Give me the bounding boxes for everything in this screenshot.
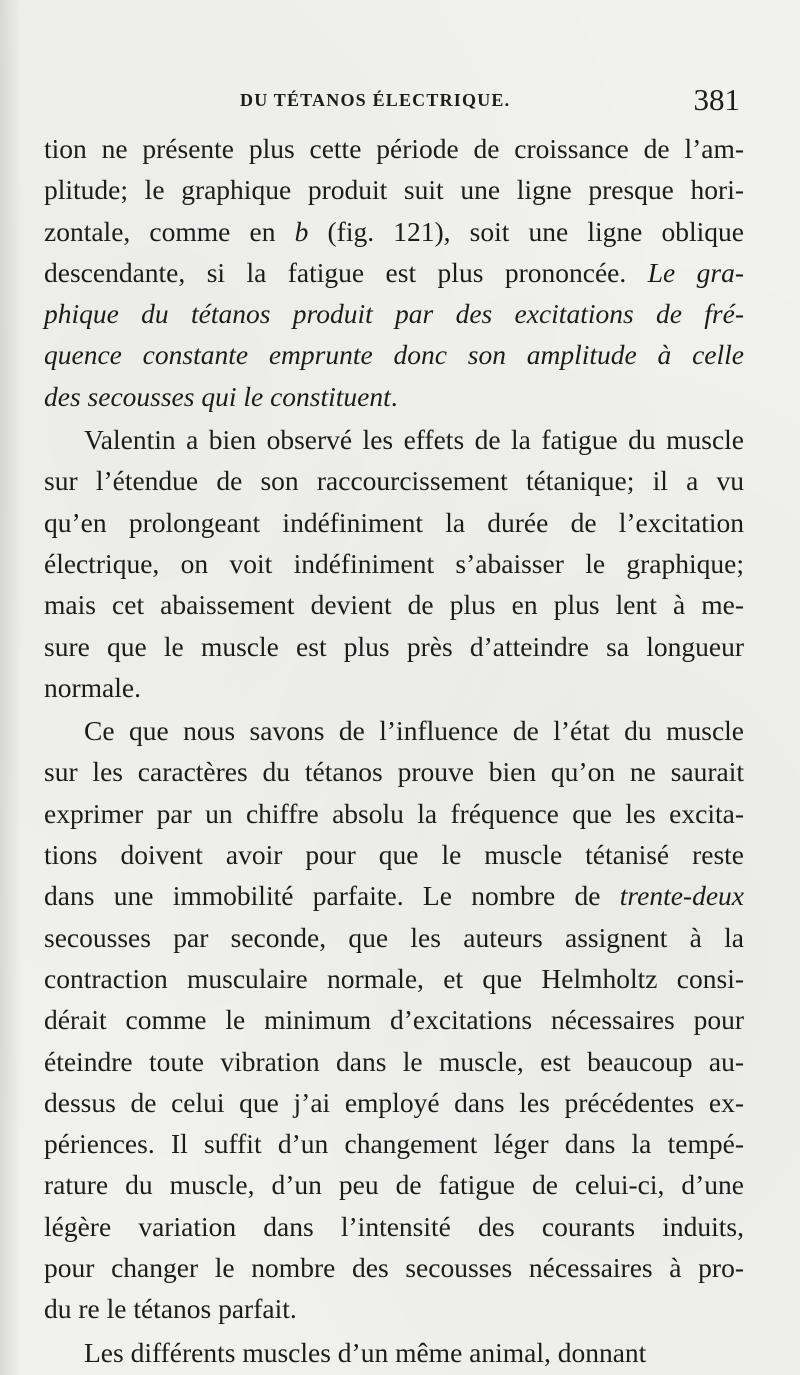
text-run: plitude; le graphique produit suit une ligne presque hori- [44, 174, 744, 206]
text-line [44, 1164, 744, 1205]
text-run: descendante, si la fatigue est plus prononcée. [44, 256, 648, 288]
text-line [44, 252, 744, 293]
text-run: dérait comme le minimum d’excitations nécessaires pour [44, 1004, 744, 1036]
text-run: Ce que nous savons de l’influence de l’état du muscle [84, 715, 744, 747]
italic-text: phique du tétanos produit par des excitations de fré- [44, 298, 744, 330]
paragraph [44, 419, 744, 708]
text-line [44, 1247, 744, 1288]
text-run: contraction musculaire normale, et que Helmholtz consi- [44, 962, 744, 994]
text-line [44, 626, 744, 667]
text-run: mais cet abaissement devient de plus en plus lent à me- [44, 589, 744, 621]
text-line [44, 958, 744, 999]
italic-text: des secousses qui le constituent [44, 380, 391, 412]
text-line [44, 169, 744, 210]
text-line [44, 1206, 744, 1247]
text-run: pour changer le nombre des secousses nécessaires à pro- [44, 1252, 744, 1284]
text-run: tions doivent avoir pour que le muscle tétanisé reste [44, 839, 744, 871]
text-line [44, 293, 744, 334]
text-line [44, 1332, 744, 1373]
text-run: secousses par seconde, que les auteurs assignent à la [44, 921, 744, 953]
page-edge-shadow [0, 0, 22, 1375]
page-header [240, 82, 740, 122]
italic-text: quence constante emprunte donc son amplitude à celle [44, 339, 744, 371]
text-run: sur les caractères du tétanos prouve bien qu’on ne saurait [44, 756, 744, 788]
running-title: DU TÉTANOS ÉLECTRIQUE. [240, 90, 511, 110]
text-run: (fig. 121), soit une ligne oblique [308, 215, 744, 247]
text-line [44, 999, 744, 1040]
text-run: normale. [44, 671, 141, 703]
text-line [44, 751, 744, 792]
text-run: Valentin a bien observé les effets de la fatigue du muscle [84, 424, 744, 456]
page-number: 381 [693, 82, 740, 117]
text-line [44, 1082, 744, 1123]
text-run: zontale, comme en [44, 215, 295, 247]
text-line [44, 334, 744, 375]
italic-text: Le gra- [647, 256, 744, 288]
text-line [44, 211, 744, 252]
text-line [44, 793, 744, 834]
italic-text: trente-deux [619, 880, 744, 912]
text-run: périences. Il suffit d’un changement léger dans la tempé- [44, 1128, 744, 1160]
text-line [44, 917, 744, 958]
text-run: qu’en prolongeant indéfiniment la durée de l’excitation [44, 506, 744, 538]
text-run: électrique, on voit indéfiniment s’abaisser le graphique; [44, 547, 744, 579]
text-line [44, 710, 744, 751]
text-line [44, 667, 744, 708]
text-run: Les différents muscles d’un même animal, donnant [84, 1336, 647, 1368]
text-line [44, 584, 744, 625]
text-line [44, 834, 744, 875]
text-run: tion ne présente plus cette période de croissance de l’am- [44, 133, 744, 164]
text-run: rature du muscle, d’un peu de fatigue de celui-ci, d’une [44, 1169, 744, 1201]
text-run: éteindre toute vibration dans le muscle, est beaucoup au- [44, 1045, 744, 1077]
body-text [44, 128, 744, 1373]
text-line [44, 1123, 744, 1164]
text-run: légère variation dans l’intensité des courants induits, [44, 1210, 744, 1242]
text-run: exprimer par un chiffre absolu la fréquence que les excita- [44, 797, 744, 829]
paragraph [44, 128, 744, 417]
paragraph [44, 1332, 744, 1373]
text-run: . [390, 380, 398, 412]
text-line [44, 419, 744, 460]
text-line [44, 1288, 744, 1329]
italic-text: b [294, 215, 309, 247]
text-line [44, 376, 744, 417]
text-run: dans une immobilité parfaite. Le nombre de [44, 880, 620, 912]
text-line [44, 875, 744, 916]
text-run: du re le tétanos parfait. [44, 1293, 297, 1325]
text-line [44, 460, 744, 501]
text-line [44, 1041, 744, 1082]
text-line [44, 128, 744, 169]
text-line [44, 502, 744, 543]
text-run: sure que le muscle est plus près d’atteindre sa longueur [44, 630, 744, 662]
text-run: dessus de celui que j’ai employé dans les précédentes ex- [44, 1086, 744, 1118]
text-run: sur l’étendue de son raccourcissement tétanique; il a vu [44, 465, 744, 497]
paragraph [44, 710, 744, 1329]
text-line [44, 543, 744, 584]
